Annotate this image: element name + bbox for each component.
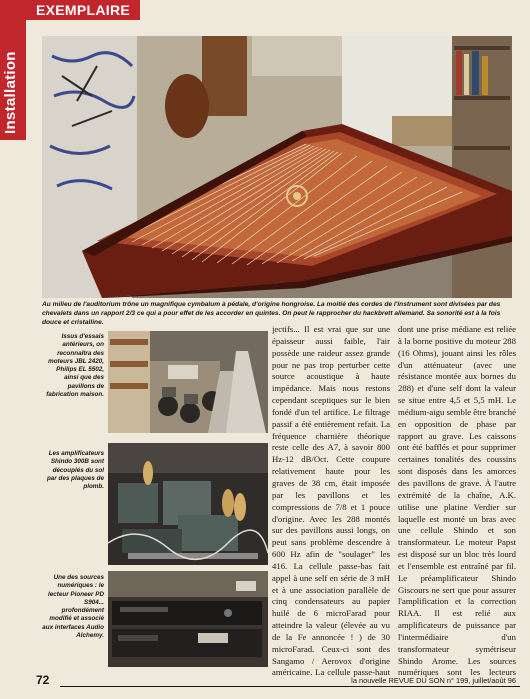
section-label: Installation	[2, 51, 19, 134]
article-text-column-2: dont une prise médiane est reliée à la borne positive du moteur 288 (16 Ohms), jouant ainsi les rôles d'un atténuateur (avec une résistance montée aux bornes du 288) et d'une self dont la valeur se situe entre 4,5 et 5,5 mH. Le médium-aigu semble être branché en opposition de phase par rapport au grave. Les caissons ont été bafflés et pour supprimer certaines tonalités des coussins sont disposés dans les amorces des pavillons de grave. À l'autre extrémité de la chaîne, A.K. utilise une platine Verdier sur laquelle est monté un bras avec une cellule Shindo et son transformateur. Le moteur Papst est disposé sur un bloc très lourd et l'ensemble est entraîné par fil. Le préamplificateur Shindo Giscours ne sert que pour assurer l'amplification et la correction RIAA. Il est relié aux amplificateurs de puissance par l'intermédiaire d'un transformateur symétriseur Shindo Arome. Les sources numériques sont les lecteurs	[398, 324, 516, 678]
category-label: EXEMPLAIRE	[36, 2, 131, 18]
drivers-caption: Issus d'essais antérieurs, on reconnaîtra des moteurs JBL 2420, Philips EL 5502, ainsi que des pavillons de fabrication maison.	[46, 333, 104, 399]
footer-rule	[60, 686, 520, 687]
main-photo-caption: Au milieu de l'auditorium trône un magnifique cymbalum à pédale, d'origine hongroise. La moitié des cordes de l'instrument sont divisées par des chevalets dans un rapport 2/3 ce qui a pour effet de les accorder en quintes. On peut le rapprocher du hackbrett allemand. Sa sonorité est à la fois douce et cristalline.	[42, 301, 501, 326]
section-tab	[0, 0, 26, 140]
page-number: 72	[36, 673, 50, 687]
cd-player-caption: Une des sources numériques : le lecteur Pioneer PD S904... profondément modifié et associé aux interfaces Audio Alchemy.	[42, 574, 104, 640]
article-column-2	[398, 324, 516, 680]
amplifiers-photo	[108, 443, 268, 565]
cd-player-photo	[108, 571, 268, 667]
drivers-photo	[108, 331, 268, 433]
publication-line: la nouvelle REVUE DU SON n° 199, juillet/août 96	[351, 676, 516, 685]
article-column-1	[272, 324, 390, 680]
amplifiers-caption: Les amplificateurs Shindo 300B sont découplés du sol par des plaques de plomb.	[46, 450, 104, 491]
cymbalum-photo	[42, 36, 512, 298]
article-text-column-1: jectifs... Il est vrai que sur une épaisseur aussi faible, l'air possède une raideur assez grande pour ne pas trop perturber cette source acoustique à haute impédance. Mais nous restons cependant sceptiques sur le bien fondé d'un tel artifice. Le filtrage passif a été entièrement refait. La fréquence charnière théorique reste celle des A7, à savoir 800 Hz-12 dB/Oct. Cette coupure relativement haute pour les graves de 38 cm, était imposée par les pavillons et les compressions de 7/8 et 1 pouce d'origine. Avec les 288 montés sur des pavillons aussi longs, on peut sans problème descendre à 600 Hz afin de "soulager" les 416. La cellule passe-bas fait appel à une self en série de 3 mH et à une association parallèle de cinq condensateurs au papier huilé de 6 microFarad pour atteindre la valeur (élevée au vu de la Fe annoncée ! ) de 30 microFarad. Ceux-ci sont des Sangamo / Aerovox d'origine américaine. La cellule passe-haut	[272, 324, 390, 678]
